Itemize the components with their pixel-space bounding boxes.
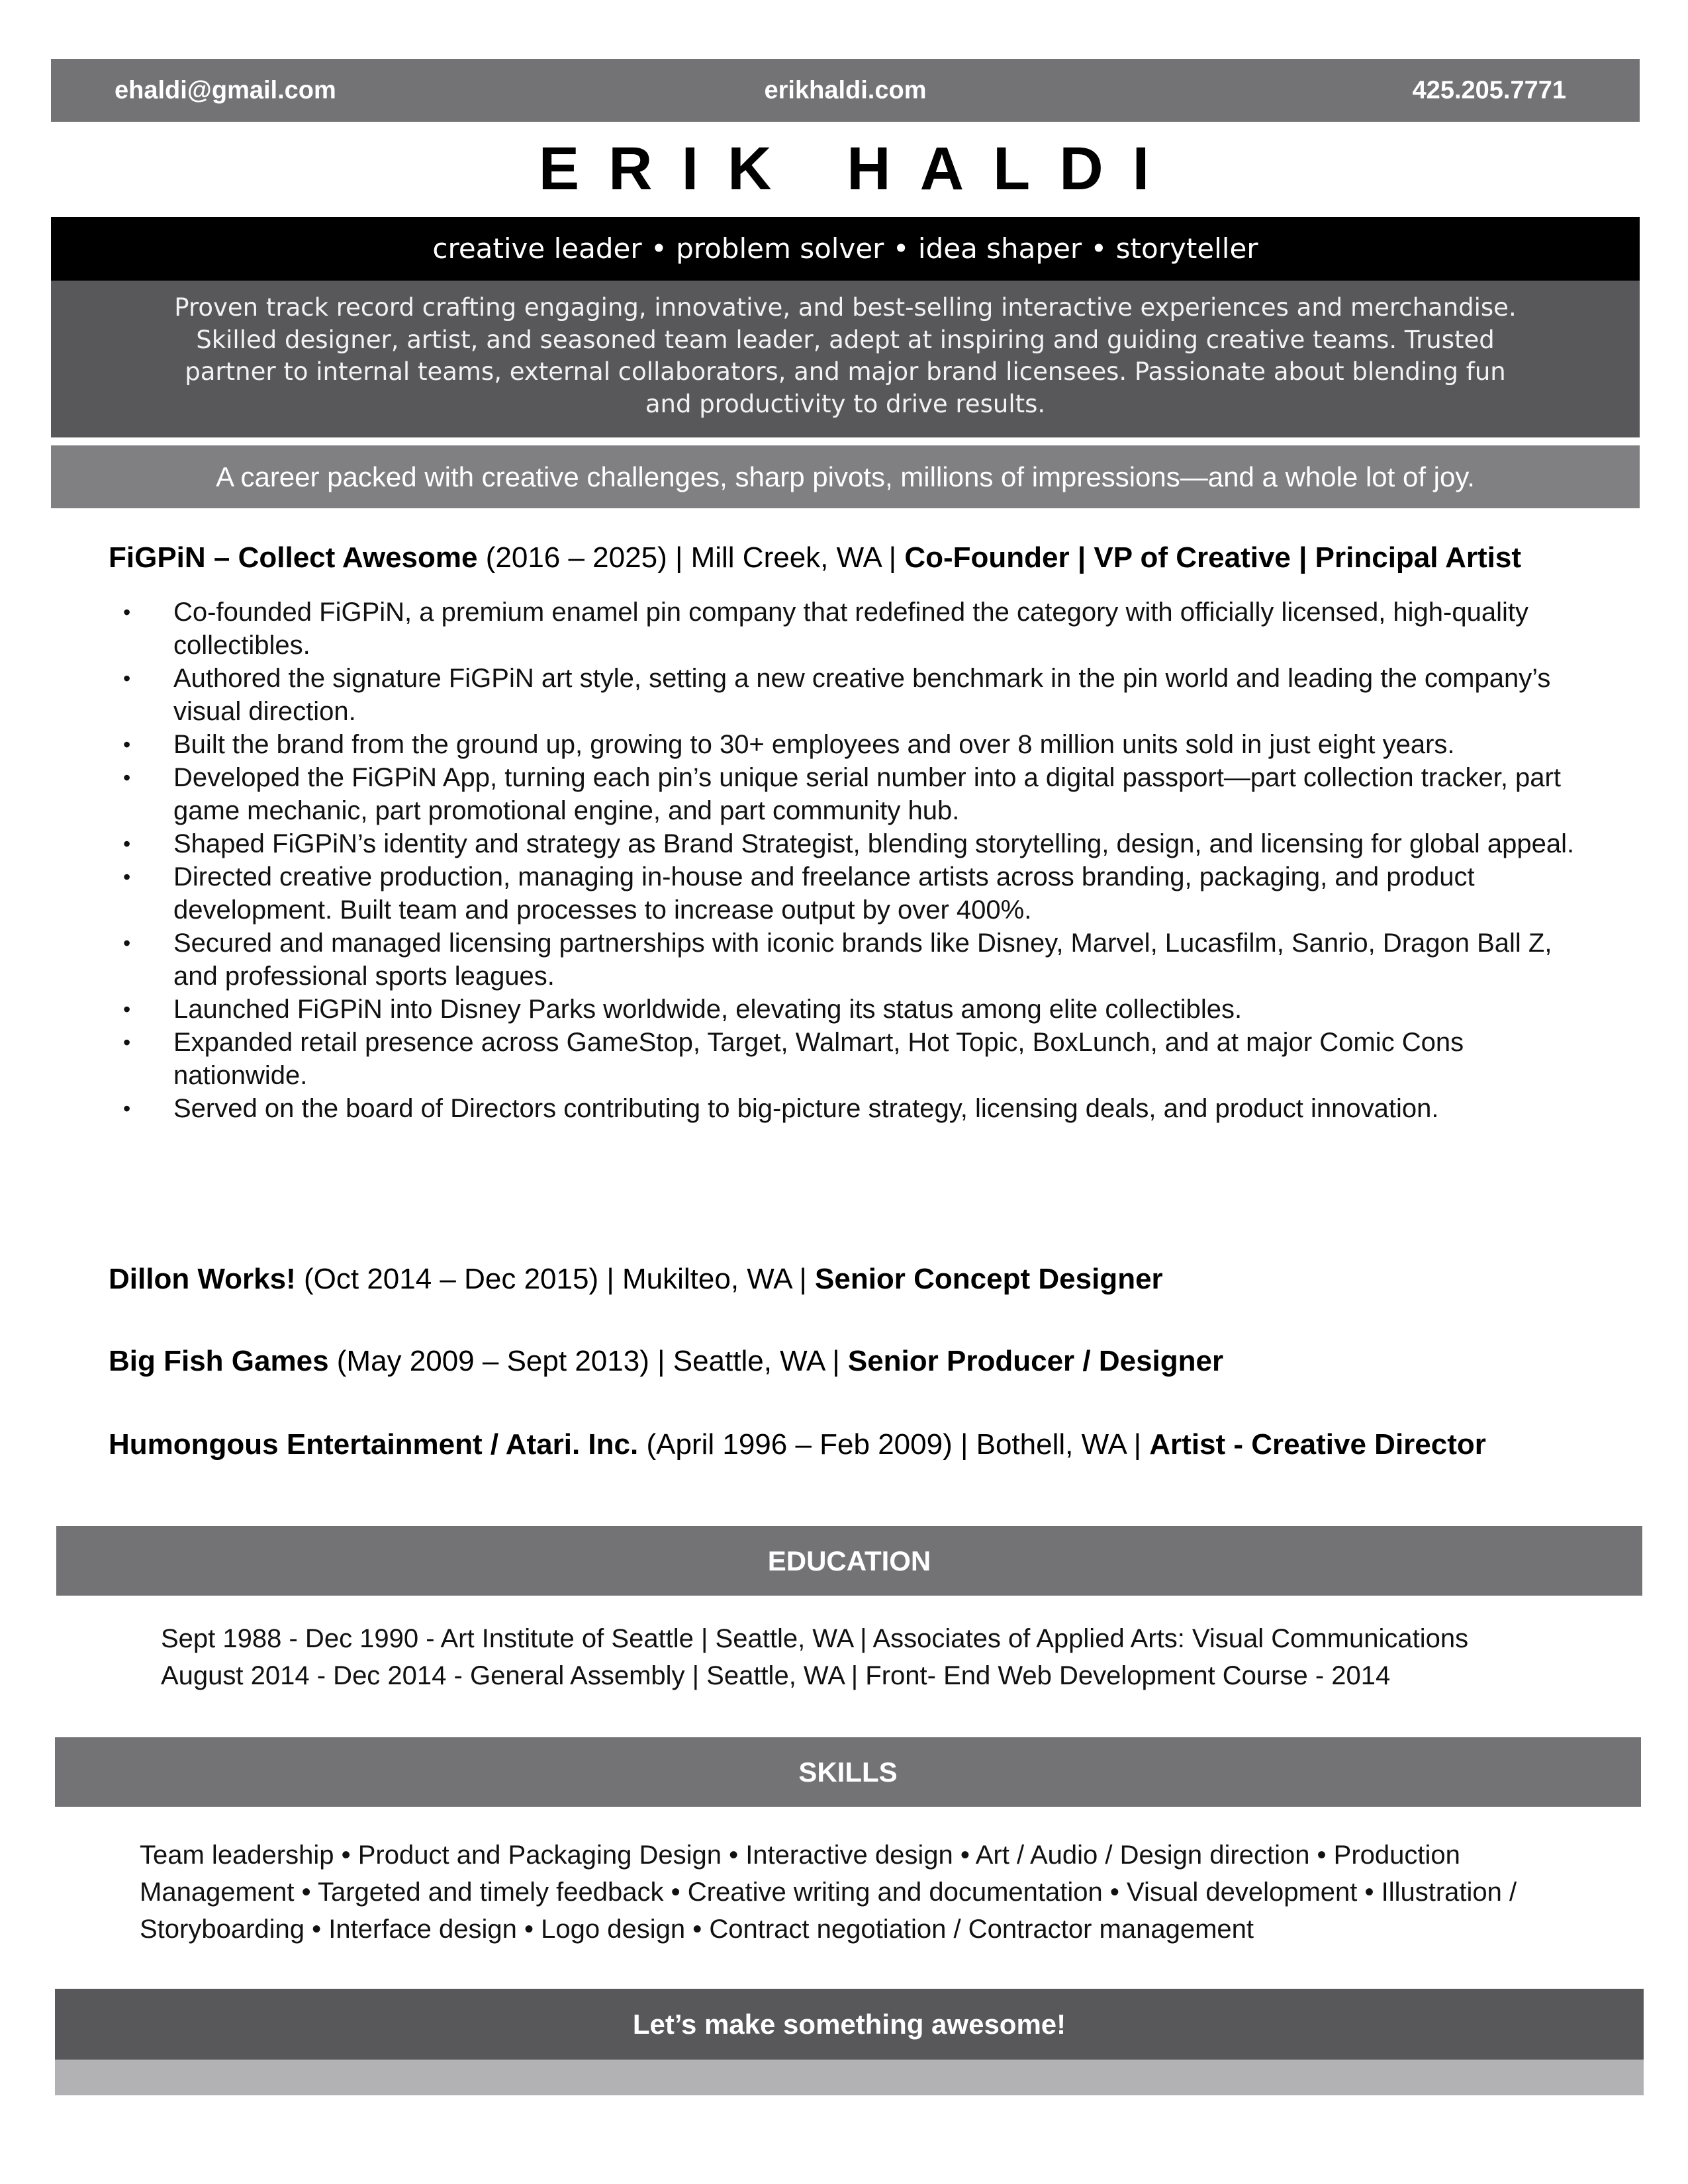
footer-strip <box>55 2060 1644 2095</box>
skills-heading: SKILLS <box>55 1737 1641 1807</box>
job-details: (Oct 2014 – Dec 2015) | Mukilteo, WA | <box>295 1263 815 1295</box>
list-item: • Shaped FiGPiN’s identity and strategy as Brand Strategist, blending storytelling, design, and licensing for global appeal. <box>119 827 1575 860</box>
job-title: Co-Founder | VP of Creative | Principal Artist <box>904 541 1521 574</box>
list-item: • Directed creative production, managing in-house and freelance artists across branding, packaging, and product development. Built team and processes to increase output by over 400%. <box>119 860 1575 927</box>
job-company: Big Fish Games <box>109 1345 329 1377</box>
figpin-bullet-list <box>119 596 1575 1125</box>
website-link[interactable]: erikhaldi.com <box>764 76 927 104</box>
job-heading-humongous <box>109 1428 1486 1461</box>
job-title: Artist - Creative Director <box>1149 1428 1486 1461</box>
education-line: August 2014 - Dec 2014 - General Assembly | Seattle, WA | Front- End Web Development Course - 2014 <box>161 1661 1391 1690</box>
education-heading: EDUCATION <box>56 1526 1642 1596</box>
list-item: • Built the brand from the ground up, growing to 30+ employees and over 8 million units sold in just eight years. <box>119 728 1575 761</box>
job-heading-big-fish-games <box>109 1345 1223 1378</box>
summary-block: Proven track record crafting engaging, innovative, and best-selling interactive experiences and merchandise. Skilled designer, artist, and seasoned team leader, adept at inspiring and guiding creative teams. Trusted partner to internal teams, external collaborators, and major brand licensees. Passionate about blending fun and productivity to drive results. <box>51 281 1640 437</box>
list-item: • Authored the signature FiGPiN art style, setting a new creative benchmark in the pin world and leading the company’s visual direction. <box>119 662 1575 728</box>
email-address[interactable]: ehaldi@gmail.com <box>115 76 336 104</box>
education-list <box>161 1620 1468 1694</box>
job-details: (2016 – 2025) | Mill Creek, WA | <box>477 541 905 574</box>
job-company: FiGPiN – Collect Awesome <box>109 541 478 574</box>
job-title: Senior Producer / Designer <box>847 1345 1224 1377</box>
closing-banner: Let’s make something awesome! <box>55 1989 1644 2060</box>
job-heading-figpin <box>109 541 1521 574</box>
job-title: Senior Concept Designer <box>815 1263 1163 1295</box>
resume-name: ERIK HALDI <box>538 135 1179 203</box>
list-item: • Co-founded FiGPiN, a premium enamel pin company that redefined the category with officially licensed, high-quality collectibles. <box>119 596 1575 662</box>
list-item: • Secured and managed licensing partnerships with iconic brands like Disney, Marvel, Lucasfilm, Sanrio, Dragon Ball Z, and professional sports leagues. <box>119 927 1575 993</box>
job-details: (May 2009 – Sept 2013) | Seattle, WA | <box>328 1345 848 1377</box>
tagline-banner: A career packed with creative challenges, sharp pivots, millions of impressions—and a whole lot of joy. <box>51 445 1640 508</box>
skills-list: Team leadership • Product and Packaging Design • Interactive design • Art / Audio / Design direction • Production Management • Targeted and timely feedback • Creative writing and documentation • Visual development • Illustration / Storyboarding • Interface design • Logo design • Contract negotiation / Contractor management <box>140 1841 1517 1944</box>
list-item: • Developed the FiGPiN App, turning each pin’s unique serial number into a digital passport—part collection tracker, part game mechanic, part promotional engine, and part community hub. <box>119 761 1575 827</box>
education-line: Sept 1988 - Dec 1990 - Art Institute of Seattle | Seattle, WA | Associates of Applied Arts: Visual Communications <box>161 1624 1469 1653</box>
list-item: • Served on the board of Directors contributing to big-picture strategy, licensing deals, and product innovation. <box>119 1092 1575 1125</box>
roles-banner: creative leader • problem solver • idea shaper • storyteller <box>51 217 1640 281</box>
job-heading-dillon-works <box>109 1263 1163 1296</box>
job-details: (April 1996 – Feb 2009) | Bothell, WA | <box>638 1428 1150 1461</box>
contact-bar <box>51 59 1640 122</box>
list-item: • Expanded retail presence across GameStop, Target, Walmart, Hot Topic, BoxLunch, and at major Comic Cons nationwide. <box>119 1026 1575 1092</box>
phone-number[interactable]: 425.205.7771 <box>1412 76 1566 104</box>
job-company: Humongous Entertainment / Atari. Inc. <box>109 1428 639 1461</box>
list-item: • Launched FiGPiN into Disney Parks worldwide, elevating its status among elite collectibles. <box>119 993 1575 1026</box>
job-company: Dillon Works! <box>109 1263 296 1295</box>
